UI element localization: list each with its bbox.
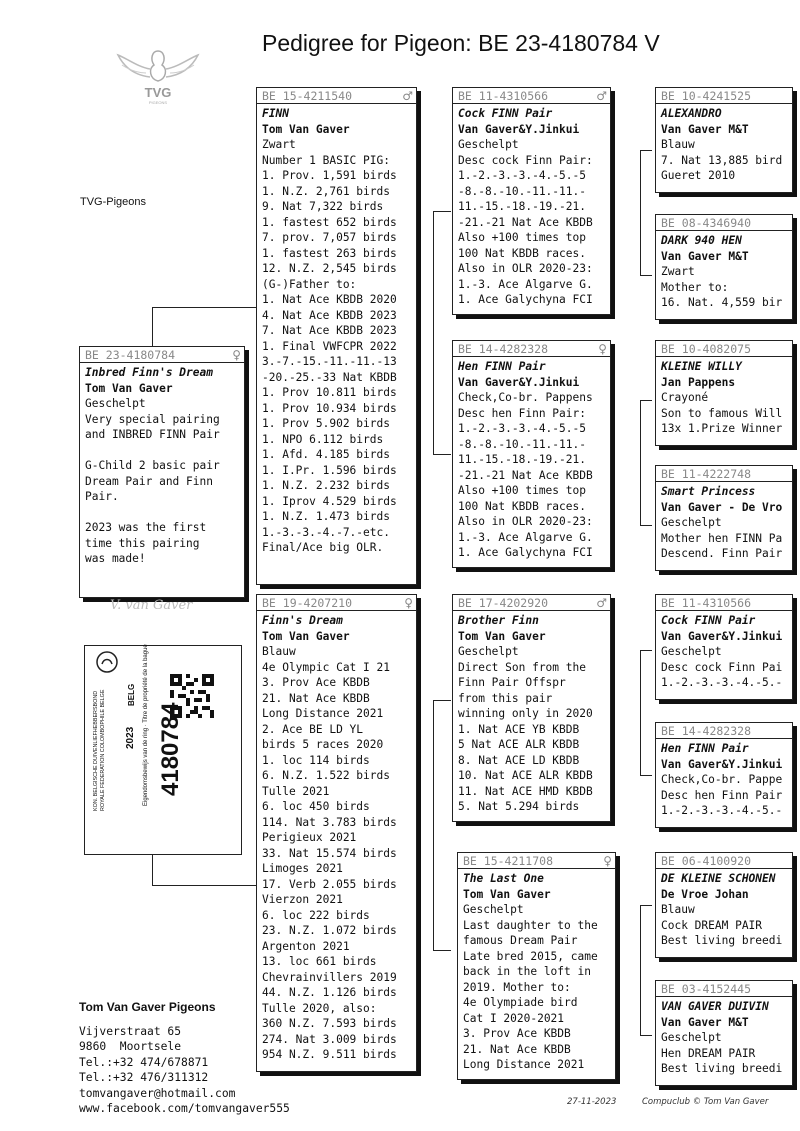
connector-line (433, 950, 451, 951)
breeder-name: Tom Van Gaver (463, 887, 551, 901)
pigeon-name: KLEINE WILLY (661, 360, 742, 373)
card-line: Mother hen FINN Pa (661, 531, 783, 545)
card-header (656, 88, 792, 104)
male-sex-icon: ♂ (402, 89, 413, 103)
card-line: 6. loc 450 birds (262, 800, 370, 813)
sire-dam-sire-card (655, 340, 793, 446)
connector-line (640, 650, 641, 775)
card-line: 21. Nat Ace KBDB (262, 691, 370, 705)
ring-year: 2023 (125, 726, 136, 749)
dam-dam-dam-card (655, 980, 793, 1086)
card-line: Finn Pair Offspr (458, 676, 566, 689)
card-line: Tulle 2021 (262, 784, 330, 798)
female-sex-icon: ♀ (603, 854, 612, 868)
pigeon-color: Check,Co-br. Pappe (661, 773, 783, 786)
card-header (257, 595, 416, 611)
connector-line (640, 775, 652, 776)
card-line: Long Distance 2021 (262, 707, 384, 720)
connector-line (433, 211, 434, 454)
card-line: 23. N.Z. 1.072 birds (262, 924, 397, 937)
card-header (656, 981, 792, 997)
owner-info (79, 1000, 290, 1117)
breeder-name: Tom Van Gaver (85, 381, 173, 395)
card-line: 1.-3. Ace Algarve G. (458, 530, 593, 544)
card-line: 1. Nat Ace KBDB 2020 (262, 293, 397, 306)
breeder-name: Van Gaver M&T (661, 122, 749, 136)
breeder-name: Van Gaver M&T (661, 1015, 749, 1029)
card-line: 6. N.Z. 1.522 birds (262, 769, 390, 782)
pigeon-color: Blauw (661, 903, 695, 916)
card-line: Mother to: (661, 280, 729, 294)
card-line: 16. Nat. 4,559 bir (661, 296, 783, 309)
pigeon-name: Smart Princess (661, 485, 756, 498)
pigeon-color: Geschelpt (661, 1031, 722, 1044)
breeder-name: Van Gaver&Y.Jinkui (661, 629, 783, 643)
logo-subtext: PIGEONS (148, 100, 168, 105)
ownership-text: Eigendomsbewijs van de ring · Titre de propriété de la bague (143, 644, 149, 806)
card-line: Tulle 2020, also: (262, 1001, 377, 1015)
card-header (458, 853, 615, 869)
card-line: Number 1 BASIC PIG: (262, 153, 390, 167)
ring-number: BE 23-4180784 (85, 348, 176, 362)
signature: V. van Gaver (110, 598, 193, 613)
pigeon-name: Hen FINN Pair (661, 742, 749, 755)
card-header (656, 595, 792, 611)
breeder-name: Van Gaver&Y.Jinkui (661, 757, 783, 771)
federation-name: KON. BELGISCHE DUIVENLIEFHEBBERSBOND ROYALE FEDERATION COLOMBOPHILE BELGE (93, 689, 106, 811)
pigeon-color: Check,Co-br. Pappens (458, 391, 593, 404)
card-header (257, 88, 416, 104)
ring-number: BE 10-4241525 (661, 89, 752, 103)
card-header (656, 723, 792, 739)
card-line: 17. Verb 2.055 birds (262, 877, 397, 891)
card-line: 7. prov. 7,057 birds (262, 231, 397, 244)
card-line: 5 Nat ACE ALR KBDB (458, 738, 580, 751)
card-line: 1. Prov. 1,591 birds (262, 169, 397, 182)
connector-line (640, 400, 652, 401)
card-line: 1. fastest 652 birds (262, 215, 397, 229)
pigeon-color: Geschelpt (458, 138, 519, 151)
pigeon-name: The Last One (463, 872, 544, 885)
card-line: Gueret 2010 (661, 169, 736, 182)
pigeon-color: Zwart (661, 265, 695, 278)
dam-sire-card (452, 594, 611, 822)
card-line: Best living breedi (661, 934, 783, 947)
footer-credit: Compuclub © Tom Van Gaver (642, 1097, 769, 1107)
card-line: 1. N.Z. 2.232 birds (262, 479, 390, 492)
card-line: 1. Prov 10.934 birds (262, 401, 397, 415)
card-line: 44. N.Z. 1.126 birds (262, 986, 397, 999)
ring-number: BE 15-4211708 (463, 854, 554, 868)
federation-logo-icon (95, 650, 119, 674)
pigeon-name: Cock FINN Pair (661, 614, 756, 627)
breeder-name: Van Gaver M&T (661, 249, 749, 263)
card-line: time this pairing (85, 536, 200, 550)
card-line: Also in OLR 2020-23: (458, 262, 593, 275)
card-line: 1. Afd. 4.185 birds (262, 448, 390, 461)
card-line: 1.-3.-3.-4.-7.-etc. (262, 525, 390, 539)
connector-line (640, 905, 641, 1035)
sire-sire-dam-card (655, 214, 793, 320)
card-line: 3.-7.-15.-11.-11.-13 (262, 355, 397, 368)
card-header (656, 341, 792, 357)
card-line: -21.-21 Nat Ace KBDB (458, 215, 593, 229)
card-line: from this pair (458, 691, 553, 705)
owner-phone: Tel.:+32 474/678871 (79, 1055, 209, 1069)
ring-number: BE 17-4202920 (458, 596, 549, 610)
card-line: Best living breedi (661, 1062, 783, 1075)
ring-number: BE 08-4346940 (661, 216, 752, 230)
card-line: Argenton 2021 (262, 939, 350, 953)
card-line: Direct Son from the (458, 660, 586, 674)
sire-dam-dam-card (655, 465, 793, 571)
footer-date: 27-11-2023 (567, 1097, 617, 1107)
card-line: birds 5 races 2020 (262, 738, 384, 751)
owner-phone: Tel.:+32 476/311312 (79, 1071, 209, 1084)
card-line: Perigieux 2021 (262, 831, 357, 844)
pigeon-name: FINN (262, 107, 289, 120)
pigeon-name: Cock FINN Pair (458, 107, 553, 120)
card-line: 13x 1.Prize Winner (661, 422, 783, 435)
card-line: 1. loc 114 birds (262, 753, 370, 767)
sire-dam-card (452, 340, 611, 568)
connector-line (640, 150, 652, 151)
card-line: Desc cock Finn Pai (661, 660, 783, 674)
card-line: 2019. Mother to: (463, 980, 571, 994)
card-line: 7. Nat Ace KBDB 2023 (262, 324, 397, 337)
card-header (453, 88, 610, 104)
card-line: 360 N.Z. 7.593 birds (262, 1017, 397, 1030)
dam-dam-card (457, 852, 616, 1080)
card-line: and INBRED FINN Pair (85, 428, 220, 441)
sire-sire-card (452, 87, 611, 315)
breeder-name: De Vroe Johan (661, 887, 749, 901)
pigeon-color: Crayoné (661, 391, 709, 404)
card-line: 100 Nat KBDB races. (458, 246, 586, 260)
breeder-name: Tom Van Gaver (458, 629, 546, 643)
connector-line (640, 400, 641, 525)
card-line: -8.-8.-10.-11.-11.- (458, 437, 586, 451)
card-line: Desc cock Finn Pair: (458, 153, 593, 167)
card-line: Also +100 times top (458, 231, 586, 244)
connector-line (640, 525, 652, 526)
card-line: 3. Prov Ace KBDB (463, 1027, 571, 1040)
ring-number-large: 4180784 (157, 702, 184, 796)
card-line: back in the loft in (463, 965, 591, 978)
card-header (453, 341, 610, 357)
card-line (85, 505, 241, 521)
card-line: 1.-2.-3.-3.-4.-5.- (661, 804, 783, 817)
card-line: Pair. (85, 490, 119, 503)
card-line (85, 443, 241, 459)
owner-street: Vijverstraat 65 (79, 1024, 182, 1038)
card-line: 274. Nat 3.009 birds (262, 1032, 397, 1046)
card-line: G-Child 2 basic pair (85, 459, 220, 472)
card-line: 2023 was the first (85, 521, 207, 534)
card-line: Very special pairing (85, 412, 220, 426)
card-line: 1.-2.-3.-3.-4.-5.- (661, 676, 783, 689)
card-line: Dream Pair and Finn (85, 474, 213, 488)
card-line: Descend. Finn Pair (661, 547, 783, 560)
card-line: 12. N.Z. 2,545 birds (262, 262, 397, 275)
connector-line (433, 700, 451, 701)
connector-line (152, 855, 153, 885)
card-line: -21.-21 Nat Ace KBDB (458, 468, 593, 482)
ring-number: BE 03-4152445 (661, 982, 752, 996)
card-header (80, 347, 244, 363)
owner-website: www.facebook.com/tomvangaver555 (79, 1102, 290, 1115)
logo-text: TVG (144, 85, 172, 100)
male-sex-icon: ♂ (596, 596, 607, 610)
card-line: Also +100 times top (458, 484, 586, 497)
dam-sire-sire-card (655, 594, 793, 700)
owner-email: tomvangaver@hotmail.com (79, 1086, 236, 1100)
card-line: Long Distance 2021 (463, 1058, 585, 1071)
card-line: 4e Olympiade bird (463, 996, 578, 1009)
connector-line (433, 700, 434, 950)
card-line: Limoges 2021 (262, 862, 343, 875)
connector-line (433, 454, 451, 455)
card-line: Also in OLR 2020-23: (458, 515, 593, 528)
pigeon-color: Geschelpt (458, 645, 519, 658)
subject-pigeon-card (79, 346, 245, 598)
card-line: (G-)Father to: (262, 277, 357, 291)
card-line: 10. Nat ACE ALR KBDB (458, 769, 593, 782)
ring-number: BE 19-4207210 (262, 596, 353, 610)
card-header (656, 853, 792, 869)
pigeon-name: ALEXANDRO (661, 107, 722, 120)
card-line: Late bred 2015, came (463, 949, 598, 963)
card-header (656, 466, 792, 482)
card-line: -8.-8.-10.-11.-11.- (458, 184, 586, 198)
card-line: winning only in 2020 (458, 707, 593, 720)
card-line: 1. I.Pr. 1.596 birds (262, 463, 397, 477)
tvg-logo (110, 45, 206, 109)
ring-number: BE 11-4310566 (661, 596, 752, 610)
card-line: 6. loc 222 birds (262, 908, 370, 922)
card-line: 33. Nat 15.574 birds (262, 846, 397, 860)
card-line: Desc hen Finn Pair: (458, 406, 586, 420)
card-line: 1. Ace Galychyna FCI (458, 546, 593, 559)
page-title: Pedigree for Pigeon: BE 23-4180784 V (262, 30, 660, 56)
card-line: 11.-15.-18.-19.-21. (458, 200, 586, 213)
card-line: 1.-3. Ace Algarve G. (458, 277, 593, 291)
pigeon-wings-icon (110, 45, 206, 87)
ring-number: BE 06-4100920 (661, 854, 752, 868)
card-line: 4e Olympic Cat I 21 (262, 660, 390, 674)
connector-line (640, 150, 641, 275)
pigeon-name: DE KLEINE SCHONEN (661, 872, 776, 885)
pigeon-color: Geschelpt (463, 903, 524, 916)
owner-city: 9860 Moortsele (79, 1040, 182, 1053)
card-line: 1. Nat ACE YB KBDB (458, 722, 580, 736)
breeder-name: Tom Van Gaver (262, 122, 350, 136)
female-sex-icon: ♀ (404, 596, 413, 610)
card-line: 1.-2.-3.-3.-4.-5.-5 (458, 169, 586, 182)
pigeon-name: VAN GAVER DUIVIN (661, 1000, 769, 1013)
pigeon-name: DARK 940 HEN (661, 234, 742, 247)
ring-country: BELG (127, 683, 136, 706)
card-line: 1. N.Z. 1.473 birds (262, 510, 390, 523)
card-line: 9. Nat 7,322 birds (262, 200, 384, 213)
card-line: 3. Prov Ace KBDB (262, 676, 370, 689)
pigeon-color: Geschelpt (661, 645, 722, 658)
pigeon-name: Hen FINN Pair (458, 360, 546, 373)
card-line: Desc hen Finn Pair (661, 788, 783, 802)
card-line: 1. Prov 5.902 birds (262, 417, 390, 430)
ring-number: BE 11-4222748 (661, 467, 752, 481)
ring-ownership-card (84, 645, 242, 855)
card-line: 8. Nat ACE LD KBDB (458, 753, 580, 767)
sire-sire-sire-card (655, 87, 793, 193)
card-line: 11. Nat ACE HMD KBDB (458, 784, 593, 798)
card-line: 1. Ace Galychyna FCI (458, 293, 593, 306)
card-header (656, 215, 792, 231)
ring-number: BE 15-4211540 (262, 89, 353, 103)
card-line: 13. loc 661 birds (262, 955, 377, 968)
pigeon-name: Brother Finn (458, 614, 539, 627)
card-line: Cock DREAM PAIR (661, 918, 763, 932)
card-line: 1. Iprov 4.529 birds (262, 494, 397, 508)
breeder-name: Jan Pappens (661, 375, 736, 389)
ring-number: BE 14-4282328 (661, 724, 752, 738)
card-header (453, 595, 610, 611)
card-line: 21. Nat Ace KBDB (463, 1042, 571, 1056)
card-line: 5. Nat 5.294 birds (458, 800, 580, 813)
female-sex-icon: ♀ (598, 342, 607, 356)
card-line: 1.-2.-3.-3.-4.-5.-5 (458, 422, 586, 435)
card-line: Vierzon 2021 (262, 893, 343, 906)
connector-line (640, 1035, 652, 1036)
connector-line (640, 905, 652, 906)
sire-card (256, 87, 417, 585)
pigeon-color: Zwart (262, 138, 296, 151)
card-line: was made! (85, 552, 146, 565)
card-line: Chevrainvillers 2019 (262, 970, 397, 984)
card-line: 114. Nat 3.783 birds (262, 815, 397, 829)
card-line: 1. Final VWFCPR 2022 (262, 339, 397, 353)
owner-name: Tom Van Gaver Pigeons (79, 1000, 216, 1014)
card-line: Cat I 2020-2021 (463, 1011, 565, 1025)
card-line: Final/Ace big OLR. (262, 541, 384, 554)
card-line: famous Dream Pair (463, 934, 578, 947)
card-line: 1. fastest 263 birds (262, 246, 397, 260)
card-line: 100 Nat KBDB races. (458, 499, 586, 513)
card-line: -20.-25.-33 Nat KBDB (262, 370, 397, 384)
dam-sire-dam-card (655, 722, 793, 828)
card-line: 7. Nat 13,885 bird (661, 153, 783, 167)
card-line: Last daughter to the (463, 918, 598, 932)
ring-number: BE 11-4310566 (458, 89, 549, 103)
pigeon-name: Finn's Dream (262, 614, 343, 627)
male-sex-icon: ♂ (596, 89, 607, 103)
card-line: 11.-15.-18.-19.-21. (458, 453, 586, 466)
ring-number: BE 14-4282328 (458, 342, 549, 356)
ring-number: BE 10-4082075 (661, 342, 752, 356)
pigeon-name: Inbred Finn's Dream (85, 366, 213, 379)
connector-line (152, 885, 256, 886)
pigeon-color: Geschelpt (85, 397, 146, 410)
card-line: 954 N.Z. 9.511 birds (262, 1048, 397, 1061)
breeder-name: Tom Van Gaver (262, 629, 350, 643)
pigeon-color: Geschelpt (661, 516, 722, 529)
pigeon-color: Blauw (661, 138, 695, 151)
card-line: Son to famous Will (661, 406, 783, 420)
card-line: Hen DREAM PAIR (661, 1046, 756, 1060)
card-line: 1. Prov 10.811 birds (262, 386, 397, 399)
pigeon-color: Blauw (262, 645, 296, 658)
female-sex-icon: ♀ (232, 348, 241, 362)
card-line: 1. NPO 6.112 birds (262, 432, 384, 446)
dam-dam-sire-card (655, 852, 793, 958)
card-line: 1. N.Z. 2,761 birds (262, 184, 390, 198)
card-line: 4. Nat Ace KBDB 2023 (262, 308, 397, 322)
connector-line (433, 211, 451, 212)
card-line: 2. Ace BE LD YL (262, 722, 364, 736)
connector-line (152, 307, 153, 346)
breeder-name: Van Gaver&Y.Jinkui (458, 122, 580, 136)
breeder-name: Van Gaver - De Vro (661, 500, 783, 514)
connector-line (152, 307, 256, 308)
loft-label: TVG-Pigeons (80, 196, 147, 208)
connector-line (640, 275, 652, 276)
connector-line (640, 650, 652, 651)
breeder-name: Van Gaver&Y.Jinkui (458, 375, 580, 389)
